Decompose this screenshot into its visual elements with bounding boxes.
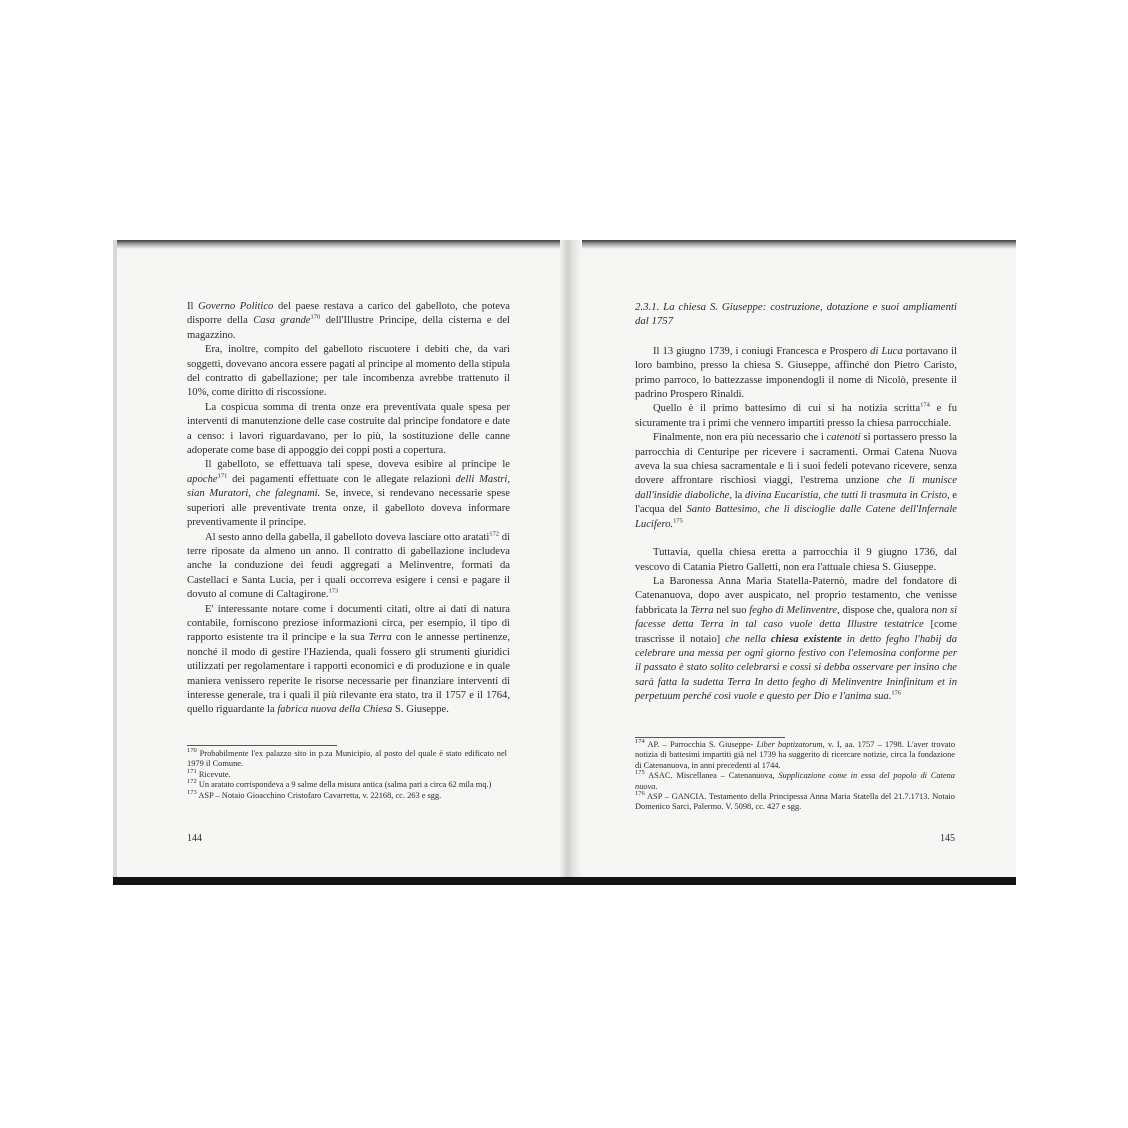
left-footnotes [187,749,507,801]
book-spread [113,240,1016,885]
book-gutter [560,240,582,885]
left-paragraph: E' interessante notare come i documenti citati, oltre ai dati di natura contabile, forniscono preziose informazioni circa, per esempio, il tipo di rapporto esistente tra il principe e la sua Terra con le annesse pertinenze, nonché il modo di gestire l'Hazienda, quali fossero gli strumenti giuridici utilizzati per regolamentare i rapporti economici e di produzione e in quale maniera venissero reperite le risorse necessarie per finanziare interventi di interesse generale, tra i quali il più rilevante era stato, tra il 1757 e il 1764, quello riguardante la fabrica nuova della Chiesa S. Giuseppe. [187,603,510,716]
right-paragraph: La Baronessa Anna Maria Statella-Paternò, madre del fondatore di Catenanuova, dopo aver auspicato, nel proprio testamento, che venisse fabbricata la Terra nel suo fegho di Melinventre, dispose che, qualora non si facesse detta Terra in tal caso vuole detta Illustre testatrice [come trascrisse il notaio] che nella chiesa existente in detto fegho l'habij da celebrare una messa per ogni giorno festivo con l'elemosina conforme per il passato è stato solito celebrarsi e cossì si debba osservare per insino che sarà fatta la sudetta Terra In detto fegho di Melinventre Ininfinitum et in perpetuum perché così vuole e questo per Dio e l'anima sua.$^{176}$ [635,575,958,703]
left-paragraph: Era, inoltre, compito del gabelloto riscuotere i debiti che, da vari soggetti, dovevano ancora essere pagati al principe al momento della stipula del contratto di gabellazione; per tale incombenza avrebbe trattenuto il 10%, come diritto di riscossione. [187,344,510,399]
left-paragraph: Il Governo Politico del paese restava a carico del gabelloto, che poteva disporre della Casa grande$^{170}$ dell'Illustre Principe, della cisterna e del magazzino. [187,301,511,341]
footnote: $^{175}$ ASAC. Miscellanea – Catenanuova, Supplicazione come in essa del popolo di Catena nuova. [635,769,955,791]
footnote: $^{171}$ Ricevute. [187,768,231,779]
footnote: $^{170}$ Probabilmente l'ex palazzo sito in p.za Municipio, al posto del quale è stato edificato nel 1979 il Comune. [187,747,507,769]
right-page-number: 145 [940,833,955,844]
scan-bottom-shadow [113,877,1016,885]
right-paragraph: Tuttavia, quella chiesa eretta a parrocchia il 9 giugno 1736, dal vescovo di Catania Pietro Galletti, non era l'attuale chiesa S. Giuseppe. [635,547,957,573]
footnote: $^{176}$ ASP – GANCIA. Testamento della Principessa Anna Maria Statella del 21.7.1713. Notaio Domenico Sarci, Palermo. V. 5098, cc. 427 e sgg. [635,790,955,812]
left-paragraph: Al sesto anno della gabella, il gabelloto doveva lasciare otto aratati$^{172}$ di terre riposate da almeno un anno. Il contratto di gabellazione includeva anche la conduzione dei feudi aggregati a Melinventre, formati da Castellaci e Santa Lucia, per i quali occorreva esigere i censi e pagare il dovuto al comune di Caltagirone.$^{173}$ [187,529,510,601]
right-footnote-rule [635,737,785,738]
footnote: $^{173}$ ASP – Notaio Gioacchino Cristofaro Cavarretta, v. 22168, cc. 263 e sgg. [187,788,442,800]
left-paragraph: La cospicua somma di trenta onze era preventivata quale spesa per interventi di manutenzione delle case costruite dal principe fondatore e date a censo: i lavori riguardavano, per lo più, la sostituzione delle canne adoperate come base di appoggio dei coppi posti a copertura. [187,401,510,457]
left-paragraph: Il gabelloto, se effettuava tali spese, doveva esibire al principe le apoche$^{171}$ dei pagamenti effettuate con le allegate relazioni delli Mastri, sian Muratori, che falegnami. Se, invece, si rendevano necessarie spese superiori alle preventivate trenta onze, il gabelloto doveva informare preventivamente il principe. [187,459,510,529]
right-paragraph: Finalmente, non era più necessario che i catenoti si portassero presso la parrocchia di Centuripe per ricevere i sacramenti. Ormai Catena Nuova aveva la sua chiesa sacramentale e lì i suoi fedeli potevano ricevere, senza dovere affrontare rischiosi viaggi, l'estrema unzione che li munisce dall'insidie diaboliche, la divina Eucaristia, che tutti li trasmuta in Cristo, e l'acqua del Santo Battesimo, che li discioglie dalle Catene dell'Infernale Lucifero.$^{175}$ [635,432,958,530]
footnote: $^{172}$ Un aratato corrispondeva a 9 salme della misura antica (salma pari a circa 62 mila mq.) [187,778,492,790]
scan-left-edge [113,240,117,885]
right-footnotes [635,740,955,813]
section-heading: 2.3.1. La chiesa S. Giuseppe: costruzione, dotazione e suoi ampliamenti dal 1757 [635,301,957,328]
footnote: $^{174}$ AP. – Parrocchia S. Giuseppe- Liber baptizatorum, v. I, aa. 1757 – 1798. L'aver trovato notizia di battesimi impartiti già nel 1739 ha suggerito di ricercare notizie, circa la fondazione di Catenanuova, in anni precedenti al 1744. [635,738,956,770]
right-paragraph: Quello è il primo battesimo di cui si ha notizia scritta$^{174}$ e fu sicuramente tra i primi che vennero impartiti presso la chiesa parrocchiale. [635,401,957,429]
left-page-number: 144 [187,833,202,844]
left-footnote-rule [187,745,337,746]
right-paragraph: Il 13 giugno 1739, i coniugi Francesca e Prospero di Luca portavano il loro bambino, presso la chiesa S. Giuseppe, affinché don Pietro Caristo, primo parroco, lo battezzasse imponendogli il nome di Nicolò, presente il padrino Prospero Rinaldi. [635,345,957,401]
